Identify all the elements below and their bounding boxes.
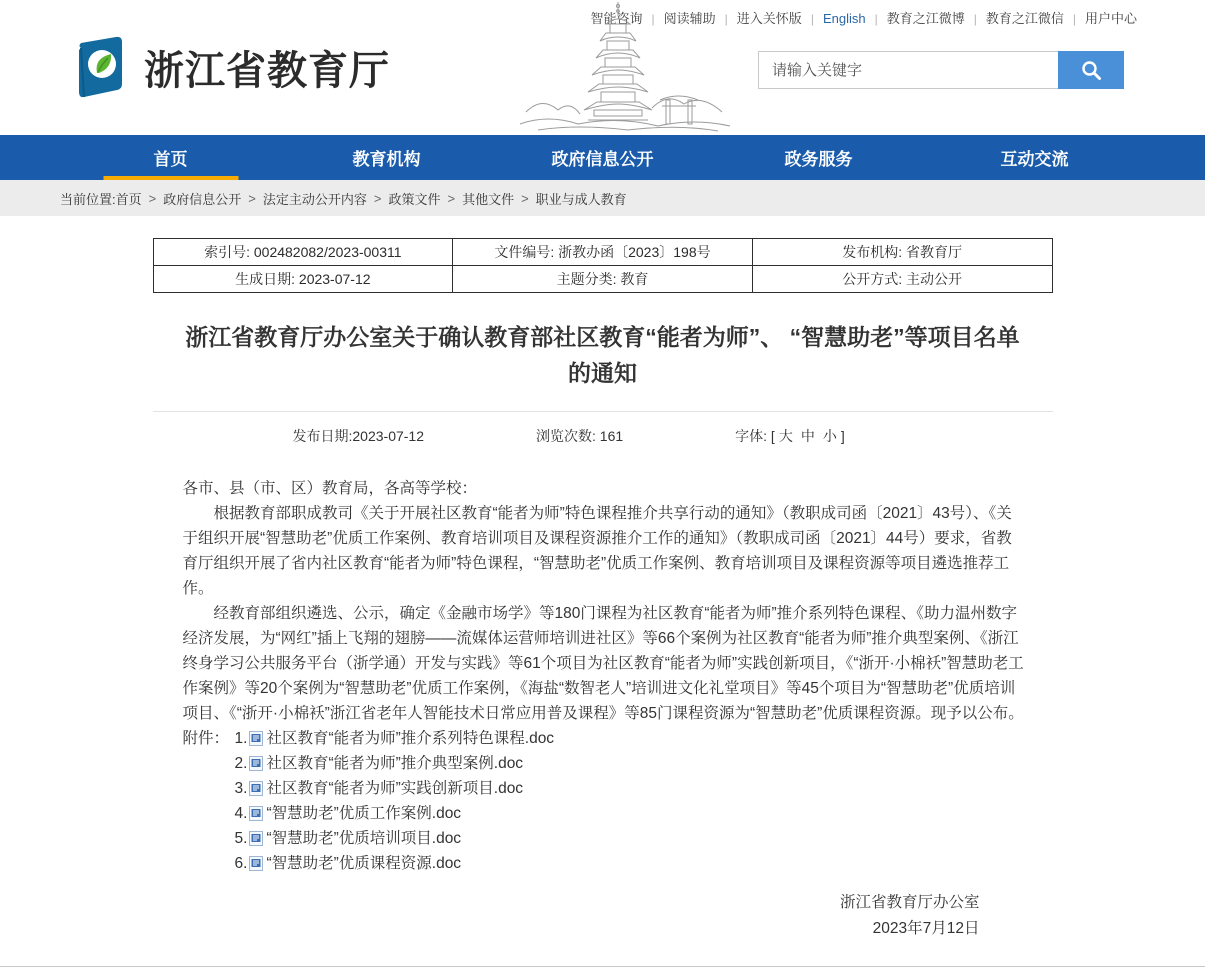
attachment-link[interactable]: 社区教育“能者为师”实践创新项目.doc <box>266 780 524 797</box>
table-row <box>153 239 1052 266</box>
breadcrumb-separator: > <box>521 190 529 206</box>
list-item <box>183 851 1025 876</box>
search-button[interactable] <box>1058 51 1124 89</box>
search-input[interactable] <box>758 51 1058 89</box>
topbar-link-reading-aid[interactable]: 阅读辅助 <box>663 11 716 26</box>
list-item <box>183 826 1025 851</box>
breadcrumb-item-home[interactable]: 首页 <box>115 191 142 207</box>
doc-file-icon <box>249 856 263 871</box>
meta-cell-issuer: 发布机构: 省教育厅 <box>752 239 1052 266</box>
meta-cell-index-no: 索引号: 002482082/2023-00311 <box>153 239 453 266</box>
table-row <box>153 266 1052 293</box>
breadcrumb-item-vocational-edu[interactable]: 职业与成人教育 <box>535 191 627 207</box>
search-box <box>758 51 1124 89</box>
attachment-link[interactable]: “智慧助老”优质培训项目.doc <box>266 830 462 847</box>
font-size-medium[interactable]: 中 <box>800 428 815 444</box>
nav-item-home[interactable] <box>63 135 279 180</box>
attachment-list <box>183 726 1025 876</box>
topbar-separator: | <box>651 12 655 26</box>
article-body <box>153 446 1053 942</box>
topbar-link-user-center[interactable]: 用户中心 <box>1084 11 1137 26</box>
article-meta <box>153 412 1053 446</box>
topbar-separator: | <box>724 12 728 26</box>
attachment-number: 2. <box>234 755 248 772</box>
meta-cell-open-mode: 公开方式: 主动公开 <box>752 266 1052 293</box>
doc-meta-table <box>153 238 1053 293</box>
site-logo[interactable] <box>72 36 390 98</box>
attachment-number: 6. <box>234 855 248 872</box>
font-size-label: 字体: [ <box>735 428 775 444</box>
doc-file-icon <box>249 731 263 746</box>
breadcrumb-separator: > <box>248 190 256 206</box>
breadcrumb-item-gov-info[interactable]: 政府信息公开 <box>163 191 242 207</box>
main-navigation <box>0 135 1205 180</box>
breadcrumb-item-disclosure[interactable]: 法定主动公开内容 <box>262 191 367 207</box>
breadcrumb <box>0 180 1205 216</box>
pagoda-sketch <box>518 0 733 132</box>
doc-file-icon <box>249 806 263 821</box>
attachment-link[interactable]: 社区教育“能者为师”推介典型案例.doc <box>266 755 524 772</box>
topbar-separator: | <box>810 12 814 26</box>
site-header <box>0 0 1205 135</box>
attachment-link[interactable]: “智慧助老”优质课程资源.doc <box>266 855 462 872</box>
topbar-link-wechat[interactable]: 教育之江微信 <box>985 11 1064 26</box>
breadcrumb-item-other-files[interactable]: 其他文件 <box>462 191 515 207</box>
doc-file-icon <box>249 781 263 796</box>
publish-date: 发布日期:2023-07-12 <box>292 428 425 444</box>
paragraph-salutation: 各市、县（市、区）教育局，各高等学校： <box>182 480 478 497</box>
breadcrumb-separator: > <box>373 190 382 206</box>
paragraph-basis: 根据教育部职成教司《关于开展社区教育“能者为师”特色课程推介共享行动的通知》（教职成司函〔2021〕43号）、《关于组织开展“智慧助老”优质工作案例、教育培训项目及课程资源推介工作的通知》（教职成司函〔2021〕44号）要求，省教育厅组织开展了省内社区教育“能者为师”特色课程，“智慧助老”优质工作案例、教育培训项目及课程资源等项目遴选推荐工作。 <box>182 505 1012 597</box>
font-size-label-close: ] <box>840 428 845 444</box>
font-size-large[interactable]: 大 <box>778 428 793 444</box>
nav-item-institutions[interactable] <box>279 135 495 180</box>
nav-item-gov-info[interactable] <box>495 135 711 180</box>
doc-file-icon <box>249 756 263 771</box>
list-item <box>183 751 1025 776</box>
meta-cell-topic: 主题分类: 教育 <box>453 266 753 293</box>
topbar-separator: | <box>874 12 878 26</box>
breadcrumb-separator: > <box>447 190 456 206</box>
list-item <box>183 726 1025 751</box>
nav-item-interaction[interactable] <box>927 135 1143 180</box>
list-item <box>183 801 1025 826</box>
attachment-link[interactable]: 社区教育“能者为师”推介系列特色课程.doc <box>266 730 555 747</box>
nav-item-services[interactable] <box>711 135 927 180</box>
attachment-number: 5. <box>234 830 248 847</box>
topbar-link-smart-consult[interactable]: 智能咨询 <box>590 11 643 26</box>
breadcrumb-separator: > <box>148 190 157 206</box>
attachment-number: 4. <box>234 805 248 822</box>
signature-date: 2023年7月12日 <box>872 920 980 937</box>
topbar-separator: | <box>1072 12 1076 26</box>
font-size-control <box>735 426 845 446</box>
attachment-number: 1. <box>234 730 248 747</box>
paragraph-results: 经教育部组织遴选、公示，确定《金融市场学》等180门课程为社区教育“能者为师”推介系列特色课程、《助力温州数字经济发展，为“网红”插上飞翔的翅膀——流媒体运营师培训进社区》等66个案例为社区教育“能者为师”推介典型案例、《浙江终身学习公共服务平台（浙学通）开发与实践》等61个项目为社区教育“能者为师”实践创新项目，《“浙开·小棉袄”智慧助老工作案例》等20个案例为“智慧助老”优质工作案例，《海盐“数智老人”培训进文化礼堂项目》等45个项目为“智慧助老”优质培训项目、《“浙开·小棉袄”浙江省老年人智能技术日常应用普及课程》等85门课程资源为“智慧助老”优质课程资源。现予以公布。 <box>182 605 1024 722</box>
topbar-link-english[interactable]: English <box>822 11 866 26</box>
breadcrumb-prefix: 当前位置: <box>60 191 116 207</box>
doc-file-icon <box>249 831 263 846</box>
nav-item-label: 互动交流 <box>1000 150 1069 169</box>
attachment-number: 3. <box>234 780 248 797</box>
site-name: 浙江省教育厅 <box>144 48 390 93</box>
attachment-link[interactable]: “智慧助老”优质工作案例.doc <box>266 805 462 822</box>
nav-item-label: 教育机构 <box>352 150 421 169</box>
attachments-label: 附件： <box>182 730 230 747</box>
nav-item-label: 首页 <box>153 150 188 169</box>
page-title: 浙江省教育厅办公室关于确认教育部社区教育“能者为师”、 “智慧助老”等项目名单的通知 <box>185 324 1020 386</box>
font-size-small[interactable]: 小 <box>822 428 837 444</box>
meta-cell-file-no: 文件编号: 浙教办函〔2023〕198号 <box>453 239 753 266</box>
topbar-link-weibo[interactable]: 教育之江微博 <box>886 11 965 26</box>
topbar-separator: | <box>973 12 977 26</box>
article-content <box>153 238 1053 942</box>
signature-block <box>183 876 1025 942</box>
view-count: 浏览次数: 161 <box>536 428 624 444</box>
meta-cell-create-date: 生成日期: 2023-07-12 <box>153 266 453 293</box>
breadcrumb-item-policy-files[interactable]: 政策文件 <box>388 191 441 207</box>
topbar-link-care-version[interactable]: 进入关怀版 <box>736 11 802 26</box>
list-item <box>183 776 1025 801</box>
nav-item-label: 政府信息公开 <box>551 150 654 169</box>
nav-item-label: 政务服务 <box>784 150 853 169</box>
signature-org: 浙江省教育厅办公室 <box>839 894 980 911</box>
magnifier-icon <box>1079 58 1103 82</box>
book-with-leaf-icon <box>72 36 130 98</box>
